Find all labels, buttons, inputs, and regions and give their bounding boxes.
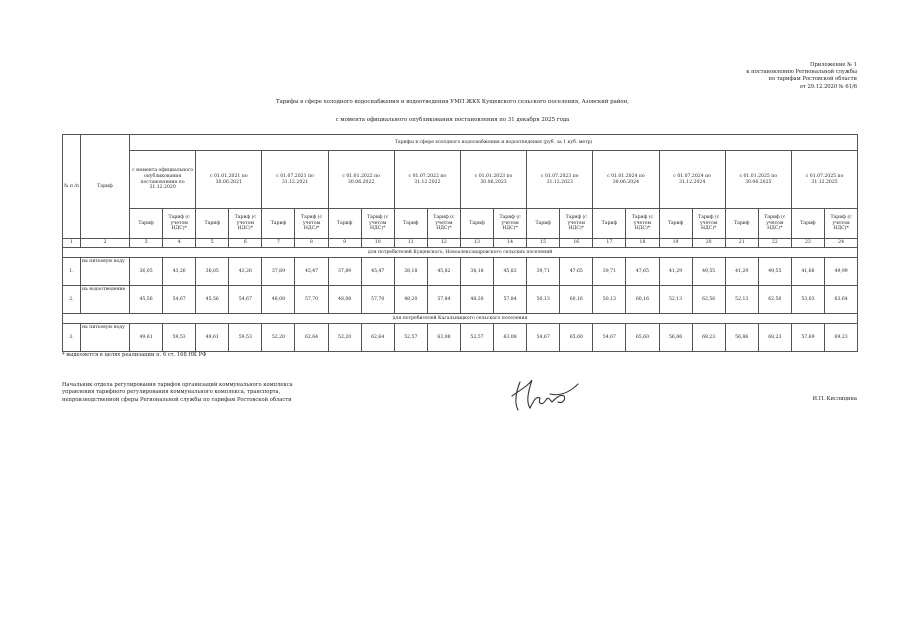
tariff-value: 39,71 <box>527 258 560 286</box>
header-tariff-with-vat: Тариф (с учетом НДС)* <box>295 209 328 239</box>
column-number: 5 <box>196 239 229 248</box>
column-number: 1 <box>63 239 81 248</box>
row-number: 2. <box>63 286 81 314</box>
column-number: 12 <box>427 239 460 248</box>
header-tariff: Тариф <box>394 209 427 239</box>
column-number: 14 <box>494 239 527 248</box>
tariff-with-vat-value: 62,56 <box>692 286 725 314</box>
column-number: 7 <box>262 239 295 248</box>
tariff-value: 41,29 <box>725 258 758 286</box>
column-number: 16 <box>560 239 593 248</box>
column-number: 15 <box>527 239 560 248</box>
section-title: для потребителей Кагальницкого сельского поселения <box>63 314 858 324</box>
tariff-with-vat-value: 60,16 <box>626 286 659 314</box>
header-tariff-with-vat: Тариф (с учетом НДС)* <box>560 209 593 239</box>
tariff-with-vat-value: 49,55 <box>692 258 725 286</box>
tariff-value: 52,20 <box>262 324 295 352</box>
tariff-with-vat-value: 68,23 <box>758 324 791 352</box>
section-title: для потребителей Кущевского, Новоалександровского сельских поселений <box>63 248 858 258</box>
tariff-with-vat-value: 68,23 <box>692 324 725 352</box>
tariff-with-vat-value: 45,47 <box>295 258 328 286</box>
tariff-with-vat-value: 60,16 <box>560 286 593 314</box>
tariff-with-vat-value: 65,60 <box>626 324 659 352</box>
column-number: 11 <box>394 239 427 248</box>
column-number: 22 <box>758 239 791 248</box>
handwritten-signature <box>506 370 582 420</box>
column-number: 2 <box>81 239 130 248</box>
tariff-with-vat-value: 62,56 <box>758 286 791 314</box>
appendix-line-2: к постановлению Региональной службы <box>746 69 857 76</box>
tariff-value: 38,18 <box>394 258 427 286</box>
header-period: с 01.01.2024 по 30.06.2024 <box>593 151 659 209</box>
tariff-value: 49,61 <box>130 324 163 352</box>
row-number: 1. <box>63 258 81 286</box>
tariff-value: 48,20 <box>394 286 427 314</box>
tariff-value: 50,13 <box>593 286 626 314</box>
tariff-value: 52,20 <box>328 324 361 352</box>
tariff-with-vat-value: 57,70 <box>295 286 328 314</box>
tariff-with-vat-value: 43,26 <box>229 258 262 286</box>
tariff-value: 48,08 <box>328 286 361 314</box>
header-tariff: Тариф <box>593 209 626 239</box>
tariff-with-vat-value: 49,99 <box>824 258 857 286</box>
tariff-with-vat-value: 49,55 <box>758 258 791 286</box>
header-period: с 01.07.2023 по 31.12.2023 <box>527 151 593 209</box>
tariff-value: 41,29 <box>659 258 692 286</box>
tariff-with-vat-value: 63,08 <box>427 324 460 352</box>
tariff-value: 50,13 <box>527 286 560 314</box>
tariff-with-vat-value: 43,26 <box>163 258 196 286</box>
signatory-name: И.П. Кислицина <box>812 396 857 402</box>
header-tariff: Тариф <box>328 209 361 239</box>
tariff-with-vat-value: 63,08 <box>494 324 527 352</box>
column-number: 6 <box>229 239 262 248</box>
column-number: 23 <box>791 239 824 248</box>
column-number: 3 <box>130 239 163 248</box>
header-tariff-name: Тариф <box>81 135 130 239</box>
tariff-with-vat-value: 57,84 <box>427 286 460 314</box>
tariff-value: 48,08 <box>262 286 295 314</box>
header-period: с 01.07.2024 по 31.12.2024 <box>659 151 725 209</box>
tariff-value: 56,86 <box>659 324 692 352</box>
tariff-value: 37,89 <box>328 258 361 286</box>
header-number: № п /п <box>63 135 81 239</box>
tariff-with-vat-value: 54,67 <box>229 286 262 314</box>
header-period: с момента официального опубликования постановления по 31.12.2020 <box>130 151 196 209</box>
tariff-with-vat-value: 62,64 <box>361 324 394 352</box>
tariff-table <box>62 134 858 352</box>
tariff-with-vat-value: 62,64 <box>295 324 328 352</box>
header-period: с 01.01.2022 по 30.06.2022 <box>328 151 394 209</box>
column-number: 24 <box>824 239 857 248</box>
header-tariff: Тариф <box>527 209 560 239</box>
header-tariff-with-vat: Тариф (с учетом НДС)* <box>229 209 262 239</box>
tariff-value: 49,61 <box>196 324 229 352</box>
header-tariff-with-vat: Тариф (с учетом НДС)* <box>758 209 791 239</box>
tariff-with-vat-value: 47,65 <box>626 258 659 286</box>
tariff-value: 38,18 <box>460 258 493 286</box>
footnote: * выделяется в целях реализации п. 6 ст. 168 НК РФ <box>62 352 207 358</box>
column-number: 20 <box>692 239 725 248</box>
header-period: с 01.01.2025 по 30.06.2025 <box>725 151 791 209</box>
column-number: 10 <box>361 239 394 248</box>
table-row <box>63 286 858 314</box>
column-number: 13 <box>460 239 493 248</box>
signatory-line-2: управления тарифного регулирования коммунального комплекса, транспорта, <box>62 389 281 396</box>
document-title: Тарифы в сфере холодного водоснабжения и водоотведения УМП ЖКХ Кущевского сельского поселения, Азовский район, <box>276 99 629 105</box>
column-number: 4 <box>163 239 196 248</box>
tariff-value: 48,20 <box>460 286 493 314</box>
tariff-value: 53,03 <box>791 286 824 314</box>
header-tariff-with-vat: Тариф (с учетом НДС)* <box>626 209 659 239</box>
tariff-value: 45,56 <box>130 286 163 314</box>
tariff-value: 57,69 <box>791 324 824 352</box>
column-number: 8 <box>295 239 328 248</box>
column-number: 17 <box>593 239 626 248</box>
tariff-with-vat-value: 45,82 <box>494 258 527 286</box>
tariff-with-vat-value: 57,84 <box>494 286 527 314</box>
appendix-note <box>746 62 857 91</box>
tariff-with-vat-value: 45,82 <box>427 258 460 286</box>
tariff-value: 52,57 <box>394 324 427 352</box>
tariff-with-vat-value: 69,23 <box>824 324 857 352</box>
table-row <box>63 258 858 286</box>
column-number: 19 <box>659 239 692 248</box>
row-service-name: на водоотведение <box>81 286 130 314</box>
appendix-line-1: Приложение № 1 <box>809 62 857 68</box>
table-row <box>63 324 858 352</box>
tariff-with-vat-value: 47,65 <box>560 258 593 286</box>
signatory-line-1: Начальник отдела регулирования тарифов организаций коммунального комплекса <box>62 382 293 388</box>
header-group: Тарифы в сфере холодного водоснабжения и водоотведения (руб. за 1 куб. метр) <box>130 135 858 151</box>
appendix-line-3: по тарифам Ростовской области <box>768 76 857 83</box>
tariff-value: 54,67 <box>593 324 626 352</box>
column-number: 9 <box>328 239 361 248</box>
header-tariff-with-vat: Тариф (с учетом НДС)* <box>692 209 725 239</box>
header-tariff-with-vat: Тариф (с учетом НДС)* <box>361 209 394 239</box>
header-tariff: Тариф <box>725 209 758 239</box>
header-tariff-with-vat: Тариф (с учетом НДС)* <box>824 209 857 239</box>
column-numbers-row <box>63 239 858 248</box>
tariff-value: 52,13 <box>725 286 758 314</box>
header-period: с 01.07.2025 по 31.12.2025 <box>791 151 857 209</box>
tariff-value: 52,13 <box>659 286 692 314</box>
tariff-with-vat-value: 63,64 <box>824 286 857 314</box>
tariff-with-vat-value: 45,47 <box>361 258 394 286</box>
tariff-value: 41,66 <box>791 258 824 286</box>
row-service-name: на питьевую воду <box>81 324 130 352</box>
tariff-value: 54,67 <box>527 324 560 352</box>
row-service-name: на питьевую воду <box>81 258 130 286</box>
header-tariff: Тариф <box>262 209 295 239</box>
header-tariff: Тариф <box>130 209 163 239</box>
row-number: 3. <box>63 324 81 352</box>
header-period: с 01.07.2022 по 31.12.2022 <box>394 151 460 209</box>
header-tariff-with-vat: Тариф (с учетом НДС)* <box>494 209 527 239</box>
header-tariff: Тариф <box>659 209 692 239</box>
tariff-with-vat-value: 59,53 <box>229 324 262 352</box>
tariff-value: 37,89 <box>262 258 295 286</box>
document-subtitle: с момента официального опубликования постановления по 31 декабря 2025 года <box>335 117 570 123</box>
column-number: 18 <box>626 239 659 248</box>
header-period: с 01.07.2021 по 31.12.2021 <box>262 151 328 209</box>
tariff-value: 36,05 <box>130 258 163 286</box>
tariff-value: 52,57 <box>460 324 493 352</box>
tariff-value: 36,05 <box>196 258 229 286</box>
section-row <box>63 314 858 324</box>
header-period: с 01.01.2021 по 30.06.2021 <box>196 151 262 209</box>
tariff-with-vat-value: 54,67 <box>163 286 196 314</box>
appendix-line-4: от 29.12.2020 № 61/6 <box>799 83 857 90</box>
header-tariff-with-vat: Тариф (с учетом НДС)* <box>163 209 196 239</box>
section-row <box>63 248 858 258</box>
tariff-with-vat-value: 59,53 <box>163 324 196 352</box>
signatory-line-3: непроизводственной сферы Региональной службы по тарифам Ростовской области <box>62 396 292 403</box>
header-tariff-with-vat: Тариф (с учетом НДС)* <box>427 209 460 239</box>
signatory-position <box>62 382 293 404</box>
header-period: с 01.01.2023 по 30.06.2023 <box>460 151 526 209</box>
tariff-with-vat-value: 57,70 <box>361 286 394 314</box>
column-number: 21 <box>725 239 758 248</box>
header-tariff: Тариф <box>196 209 229 239</box>
tariff-value: 39,71 <box>593 258 626 286</box>
tariff-with-vat-value: 65,60 <box>560 324 593 352</box>
header-tariff: Тариф <box>791 209 824 239</box>
header-tariff: Тариф <box>460 209 493 239</box>
tariff-value: 45,56 <box>196 286 229 314</box>
tariff-value: 56,86 <box>725 324 758 352</box>
